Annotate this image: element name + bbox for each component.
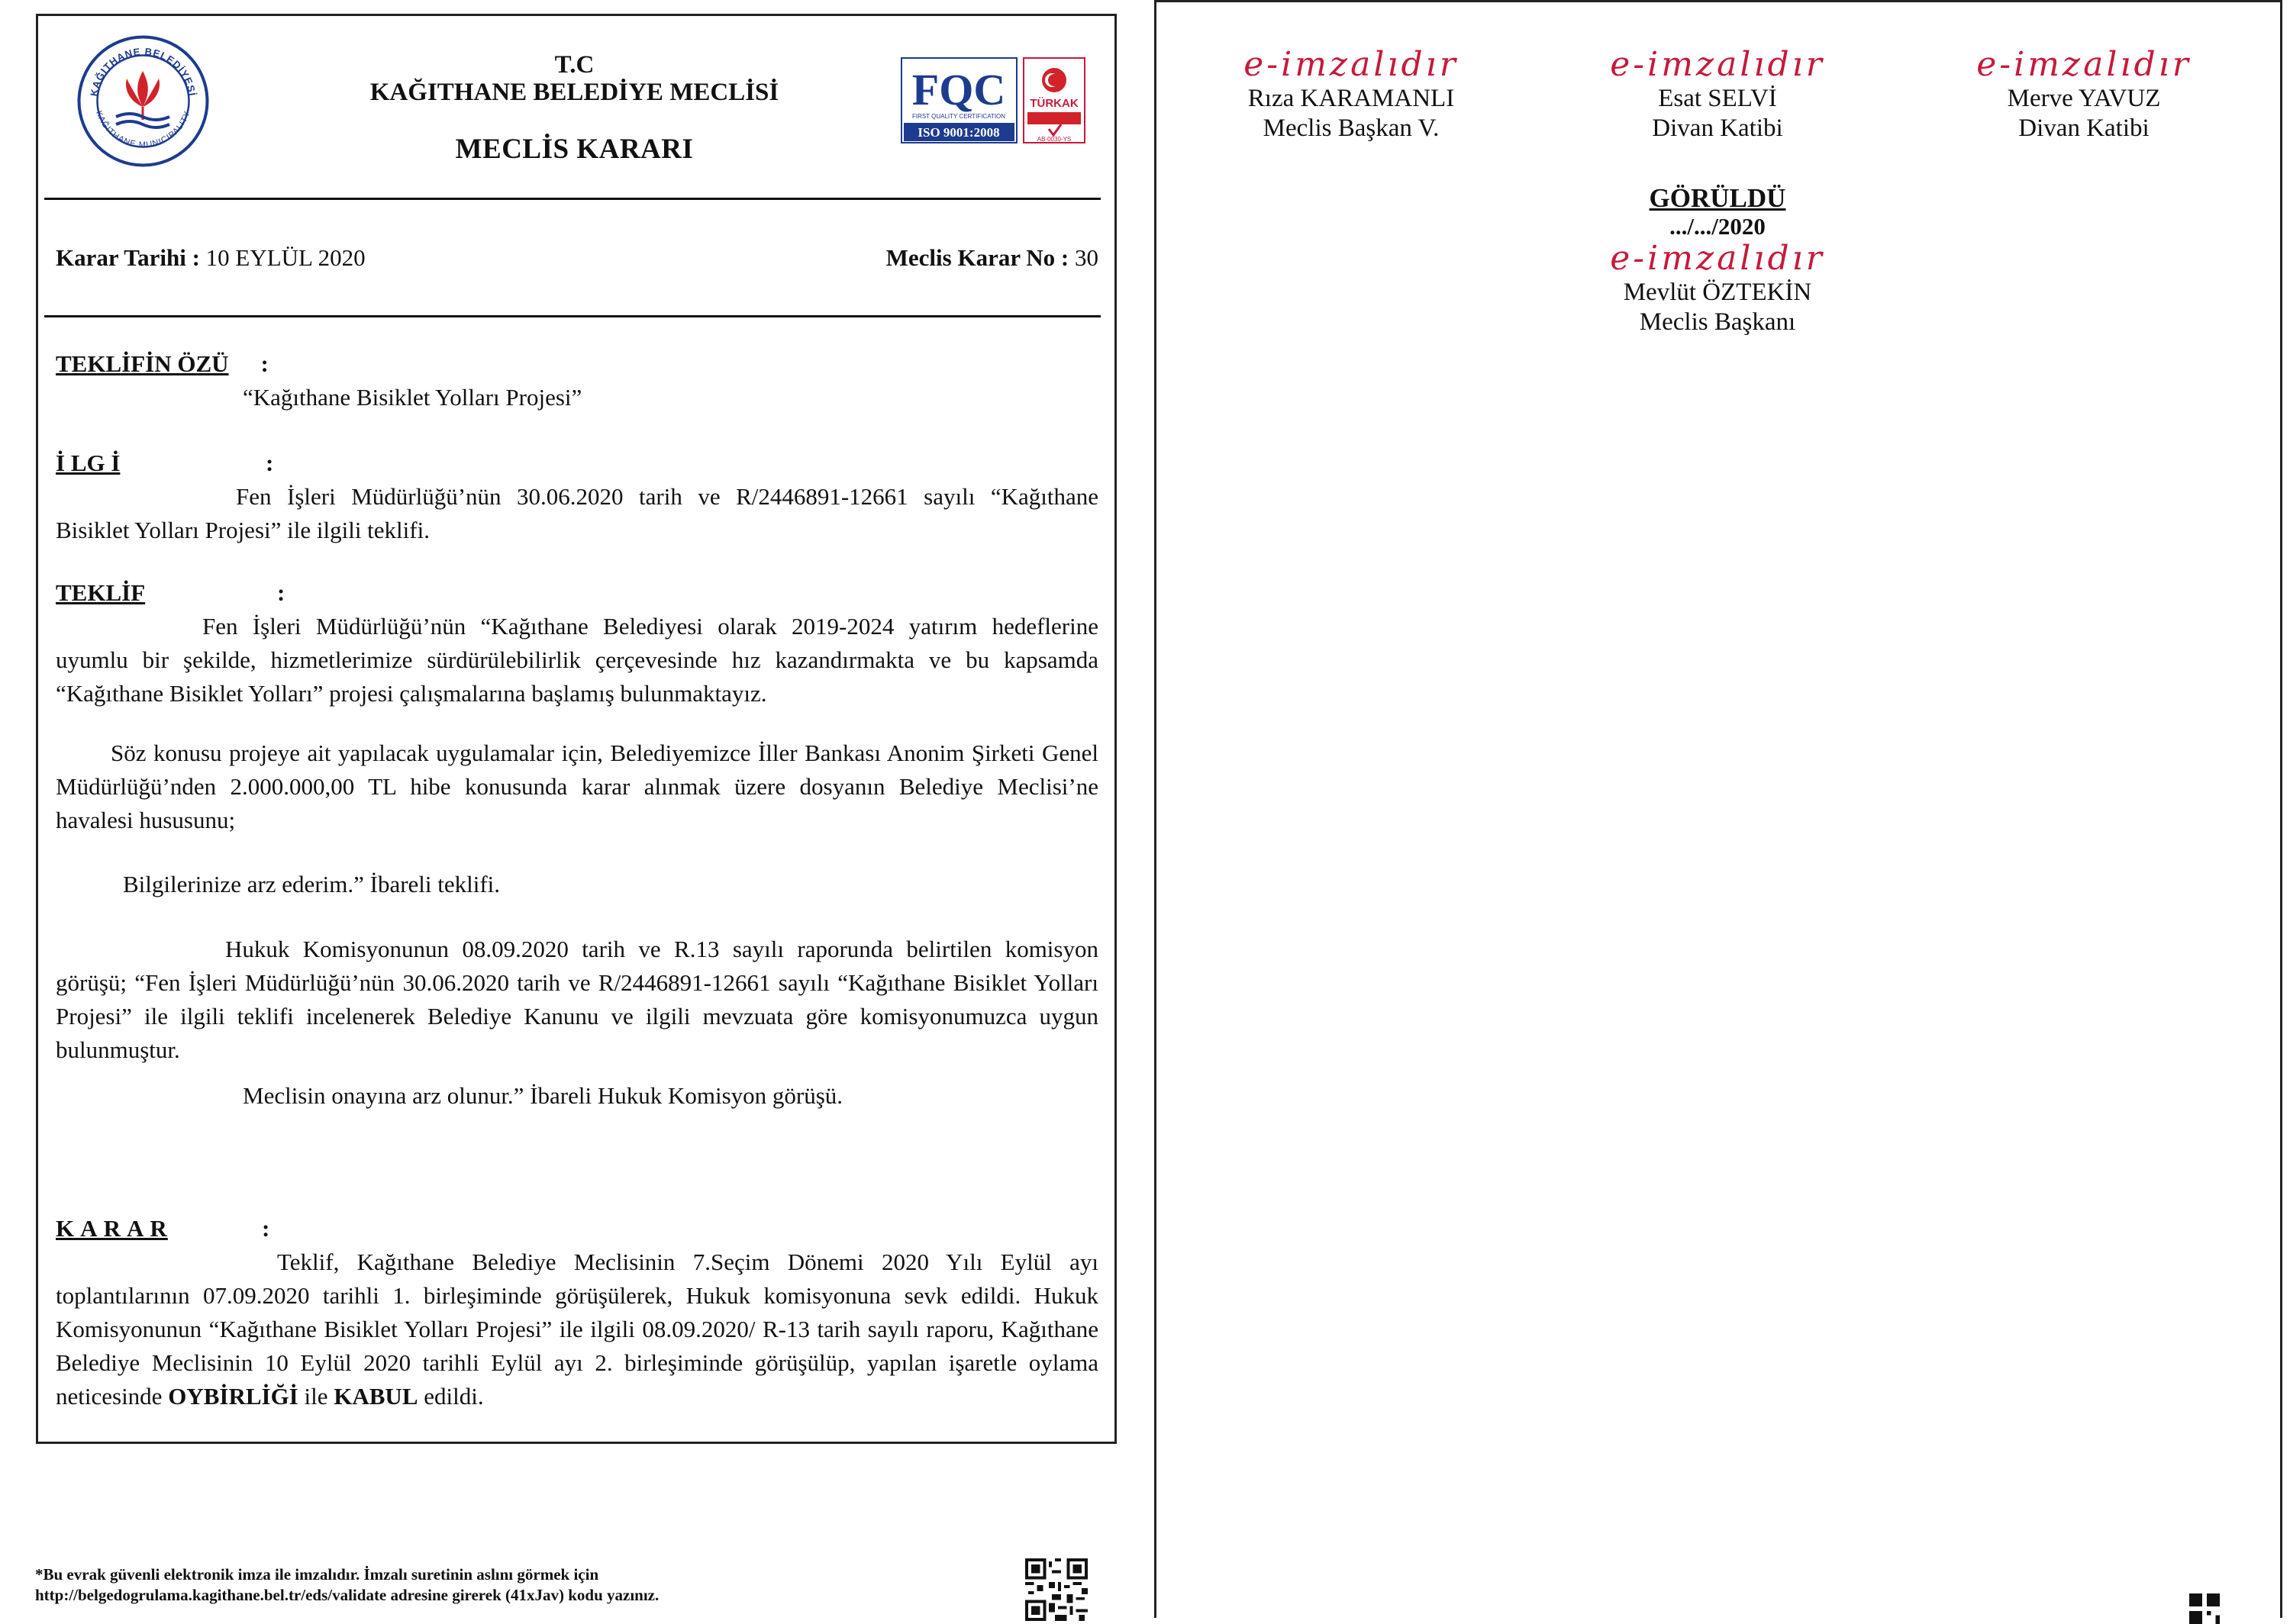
proposal-section bbox=[56, 576, 1098, 710]
proposal-text: Fen İşleri Müdürlüğü’nün “Kağıthane Belediyesi olarak 2019-2024 yatırım hedeflerine uyumlu bir şekilde, hizmetlerimize sürdürülebilirlik çerçevesinde hız kazandırmakta ve bu kapsamda “Kağıthane Bisiklet Yolları” projesi çalışmalarına başlamış bulunmaktayız. bbox=[56, 613, 1098, 707]
signature-block-2 bbox=[1588, 46, 1847, 143]
proposal-colon: : bbox=[277, 579, 285, 606]
decision-text-end: edildi. bbox=[424, 1383, 484, 1410]
fqc-subtitle: FIRST QUALITY CERTIFICATION bbox=[911, 113, 1006, 120]
esign-mark-2: e-imzalıdır bbox=[1610, 45, 1825, 84]
decision-number-label: Meclis Karar No : bbox=[885, 244, 1069, 271]
decision-meta-row bbox=[56, 244, 1098, 272]
signer-1-role: Meclis Başkan V. bbox=[1263, 114, 1440, 142]
commission-closing: Meclisin onayına arz olunur.” İbareli Hukuk Komisyon görüşü. bbox=[243, 1082, 843, 1109]
reference-colon: : bbox=[266, 450, 274, 476]
turkak-text: TÜRKAK bbox=[1030, 97, 1079, 110]
decision-connector: ile bbox=[304, 1383, 328, 1410]
esign-mark-approval: e-imzalıdır bbox=[1610, 239, 1825, 278]
reference-heading-line bbox=[56, 446, 1098, 480]
approval-title: GÖRÜLDÜ bbox=[1649, 183, 1786, 213]
signer-2-role: Divan Katibi bbox=[1652, 114, 1783, 142]
decision-date bbox=[56, 244, 366, 272]
decision-accepted: KABUL bbox=[334, 1383, 418, 1410]
decision-heading-line bbox=[56, 1212, 1098, 1245]
approval-block bbox=[1588, 183, 1847, 337]
meta-divider bbox=[44, 315, 1101, 317]
proposal-heading: TEKLİF bbox=[56, 579, 146, 606]
approver-name: Mevlüt ÖZTEKİN bbox=[1623, 279, 1812, 306]
summary-heading-line bbox=[56, 347, 1098, 381]
fqc-certificate-badge bbox=[901, 57, 1018, 143]
esign-mark-3: e-imzalıdır bbox=[1976, 45, 2192, 84]
signature-block-1 bbox=[1221, 46, 1481, 143]
decision-number bbox=[886, 244, 1098, 272]
iso-text: ISO 9001:2008 bbox=[918, 125, 1000, 140]
reference-section bbox=[56, 446, 1098, 547]
logo-arc-text-top: KAĞITHANE BELEDİYESİ bbox=[88, 45, 198, 98]
signature-block-3 bbox=[1954, 46, 2214, 143]
signer-3-role: Divan Katibi bbox=[2018, 114, 2150, 142]
summary-section bbox=[56, 347, 1098, 414]
proposal-paragraph-2: Söz konusu projeye ait yapılacak uygulamalar için, Belediyemizce İller Bankası Anonim Şirketi Genel Müdürlüğü’nden 2.000.000,00 TL hibe konusunda karar alınmak üzere dosyanın Belediye Meclisi’ne havalesi hususunu; bbox=[56, 740, 1098, 833]
signer-3-name: Merve YAVUZ bbox=[2007, 85, 2161, 112]
decision-section bbox=[56, 1212, 1098, 1413]
summary-heading: TEKLİFİN ÖZÜ bbox=[56, 350, 229, 377]
decision-heading: K A R A R bbox=[56, 1215, 168, 1242]
reference-heading: İ LG İ bbox=[56, 450, 121, 476]
footer-line-1: *Bu evrak güvenli elektronik imza ile imzalıdır. İmzalı suretinin aslını görmek için bbox=[35, 1565, 599, 1584]
decision-date-value: 10 EYLÜL 2020 bbox=[205, 244, 366, 271]
proposal-heading-line bbox=[56, 576, 1098, 610]
logo-arc-text-bottom: KAĞITHANE MUNICIPALITY bbox=[94, 109, 192, 150]
decision-text-body: Teklif, Kağıthane Belediye Meclisinin 7.Seçim Dönemi 2020 Yılı Eylül ayı toplantılarının 07.09.2020 tarihli 1. birleşiminde görüşülerek, Hukuk komisyonuna sevk edildi. Hukuk Komisyonunun “Kağıthane Bisiklet Yolları Projesi” ile ilgili 08.09.2020/ R-13 tarih sayılı raporu, Kağıthane Belediye Meclisinin 10 Eylül 2020 tarihli Eylül ayı 2. birleşiminde görüşülüp, yapılan işaretle oylama neticesinde bbox=[56, 1249, 1098, 1410]
qr-code-icon bbox=[1025, 1558, 1088, 1621]
decision-colon: : bbox=[262, 1215, 270, 1242]
signer-1-name: Rıza KARAMANLI bbox=[1247, 85, 1455, 112]
document-header bbox=[351, 52, 798, 166]
reference-text: Fen İşleri Müdürlüğü’nün 30.06.2020 tarih ve R/2446891-12661 sayılı “Kağıthane Bisiklet Yolları Projesi” ile ilgili teklifi. bbox=[56, 483, 1098, 543]
turkak-code: AB-0030-YS bbox=[1037, 136, 1072, 143]
e-signature-footer-note bbox=[35, 1564, 837, 1606]
signer-2-name: Esat SELVİ bbox=[1658, 85, 1777, 112]
fqc-text: FQC bbox=[911, 65, 1006, 114]
summary-text: “Kağıthane Bisiklet Yolları Projesi” bbox=[243, 384, 582, 411]
turkak-accreditation-badge bbox=[1023, 57, 1085, 143]
header-tc: T.C bbox=[554, 51, 595, 79]
decision-number-value: 30 bbox=[1075, 244, 1098, 271]
municipality-logo bbox=[76, 34, 210, 168]
document-title: MECLİS KARARI bbox=[455, 134, 694, 165]
proposal-paragraph-3: Bilgilerinize arz ederim.” İbareli teklifi. bbox=[123, 871, 501, 897]
decision-unanimous: OYBİRLİĞİ bbox=[168, 1383, 298, 1410]
qr-code-small-icon bbox=[2189, 1593, 2220, 1624]
approver-role: Meclis Başkanı bbox=[1639, 308, 1796, 336]
header-council-name: KAĞITHANE BELEDİYE MECLİSİ bbox=[369, 79, 779, 106]
commission-opinion: Hukuk Komisyonunun 08.09.2020 tarih ve R.13 sayılı raporunda belirtilen komisyon görüşü; “Fen İşleri Müdürlüğü’nün 30.06.2020 tarih ve R/2446891-12661 sayılı “Kağıthane Bisiklet Yolları Projesi” ile ilgili teklifi incelenerek Belediye Kanunu ve ilgili mevzuata göre komisyonumuzca uygun bulunmuştur. bbox=[56, 936, 1098, 1063]
decision-text bbox=[56, 1245, 1098, 1413]
footer-validation-link[interactable]: http://belgedogrulama.kagithane.bel.tr/eds/validate adresine girerek (41xJav) kodu yazınız. bbox=[35, 1586, 660, 1604]
decision-date-label: Karar Tarihi : bbox=[56, 244, 200, 271]
summary-colon: : bbox=[260, 350, 269, 377]
esign-mark-1: e-imzalıdır bbox=[1243, 45, 1459, 84]
header-divider bbox=[44, 198, 1101, 200]
approval-date: .../.../2020 bbox=[1669, 213, 1766, 240]
